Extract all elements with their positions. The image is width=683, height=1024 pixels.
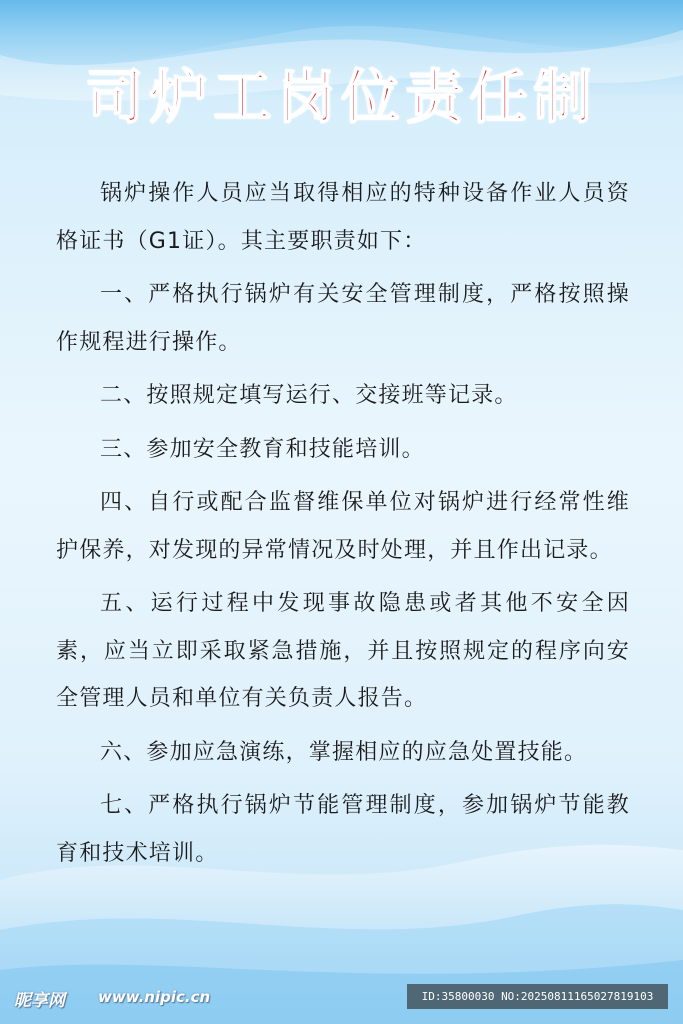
watermark-logo: 昵享网 xyxy=(14,991,65,1011)
page-title: 司炉工岗位责任制 xyxy=(85,63,598,131)
duty-item-3: 三、参加安全教育和技能培训。 xyxy=(100,436,425,462)
duty-item-5: 五、运行过程中发现事故隐患或者其他不安全因素，应当立即采取紧急措施，并且按照规定的程序向安全管理人员和单位有关负责人报告。 xyxy=(56,591,630,711)
watermark-id-badge: ID:35800030 NO:20250811165027819103 xyxy=(407,984,668,1009)
duty-item-6: 六、参加应急演练，掌握相应的应急处置技能。 xyxy=(100,739,588,765)
duty-item-4: 四、自行或配合监督维保单位对锅炉进行经常性维护保养，对发现的异常情况及时处理，并且作出记录。 xyxy=(56,490,630,563)
duty-item-1: 一、严格执行锅炉有关安全管理制度，严格按照操作规程进行操作。 xyxy=(56,282,630,355)
duty-item-2: 二、按照规定填写运行、交接班等记录。 xyxy=(100,383,518,408)
watermark-bar xyxy=(0,976,683,1024)
duty-item-7: 七、严格执行锅炉节能管理制度，参加锅炉节能教育和技术培训。 xyxy=(56,793,630,866)
document-body xyxy=(56,170,630,883)
watermark-url: www.nipic.cn xyxy=(98,988,211,1006)
intro-paragraph: 锅炉操作人员应当取得相应的特种设备作业人员资格证书（G1证）。其主要职责如下： xyxy=(56,181,630,254)
